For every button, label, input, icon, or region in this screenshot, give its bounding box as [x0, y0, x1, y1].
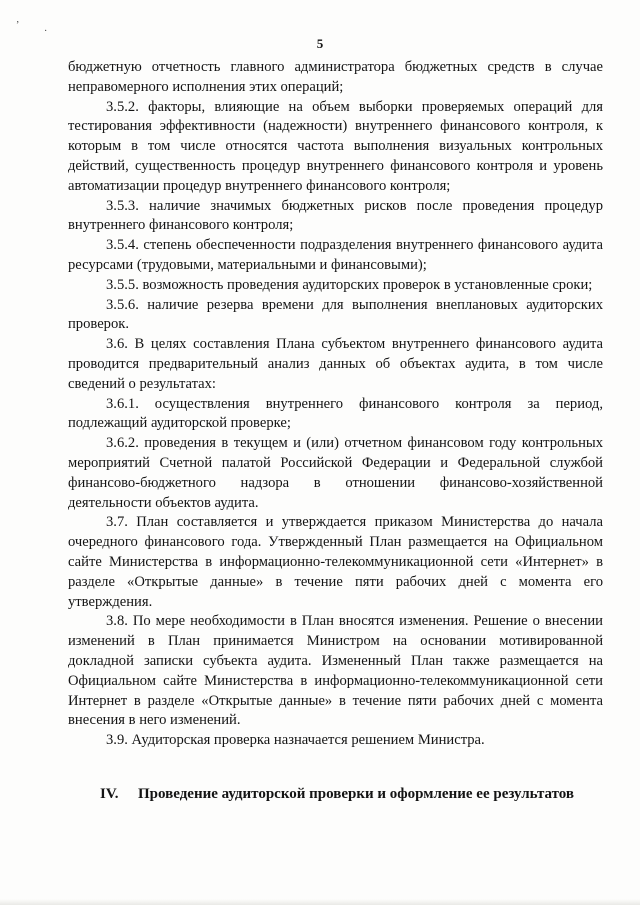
scan-speck: ·	[44, 26, 48, 37]
section-heading	[100, 786, 600, 803]
paragraph-3-5-5: 3.5.5. возможность проведения аудиторских проверок в установленные сроки;	[106, 276, 593, 293]
paragraph-3-9: 3.9. Аудиторская проверка назначается решением Министра.	[106, 732, 485, 749]
paragraph-3-8: 3.8. По мере необходимости в План вносятся изменения. Решение о внесении изменений в План принимается Министром на основании мотивированной докладной записки субъекта аудита. Измененный План также размещается на Официальном сайте Министерства в информационно-телекоммуникационной сети Интернет в разделе «Открытые данные» в течение пяти рабочих дней с момента внесения в него изменений.	[68, 613, 603, 729]
paragraph-3-7: 3.7. План составляется и утверждается приказом Министерства до начала очередного финансового года. Утвержденный План размещается на Официальном сайте Министерства в информационно-телекоммуникационной сети «Интернет» в разделе «Открытые данные» в течение пяти рабочих дней с момента его утверждения.	[68, 514, 603, 610]
paragraph-3-5-6: 3.5.6. наличие резерва времени для выполнения внеплановых аудиторских проверок.	[68, 296, 603, 333]
section-title: Проведение аудиторской проверки и оформление ее результатов	[138, 786, 575, 802]
section-number: IV.	[100, 786, 119, 802]
page-number: 5	[316, 36, 324, 51]
paragraph-3-5-4: 3.5.4. степень обеспеченности подразделения внутреннего финансового аудита ресурсами (трудовыми, материальными и финансовыми);	[68, 237, 603, 273]
paragraph-3-5-3: 3.5.3. наличие значимых бюджетных рисков после проведения процедур внутреннего финансового контроля;	[68, 197, 603, 234]
page-bottom-edge	[0, 899, 640, 905]
scan-speck: ‚	[16, 14, 20, 25]
paragraph-3-6: 3.6. В целях составления Плана субъектом внутреннего финансового аудита проводится предварительный анализ данных об объектах аудита, в том числе сведений о результатах:	[68, 336, 603, 392]
paragraph-3-6-1: 3.6.1. осуществления внутреннего финансового контроля за период, подлежащий аудиторской проверке;	[68, 395, 603, 432]
paragraph-continuation: бюджетную отчетность главного администратора бюджетных средств в случае неправомерного исполнения этих операций;	[68, 59, 603, 95]
paragraph-3-6-2: 3.6.2. проведения в текущем и (или) отчетном финансовом году контрольных мероприятий Счетной палатой Российской Федерации и Федеральной службой финансово-бюджетного надзора в отношении финансово-хозяйственной деятельности объектов аудита.	[68, 435, 603, 511]
paragraph-3-5-2: 3.5.2. факторы, влияющие на объем выборки проверяемых операций для тестирования эффективности (надежности) внутреннего финансового контроля, к которым в том числе относятся частота выполнения визуальных контрольных действий, существенность процедур внутреннего финансового контроля и уровень автоматизации процедур внутреннего финансового контроля;	[68, 98, 603, 194]
document-body	[68, 58, 603, 751]
